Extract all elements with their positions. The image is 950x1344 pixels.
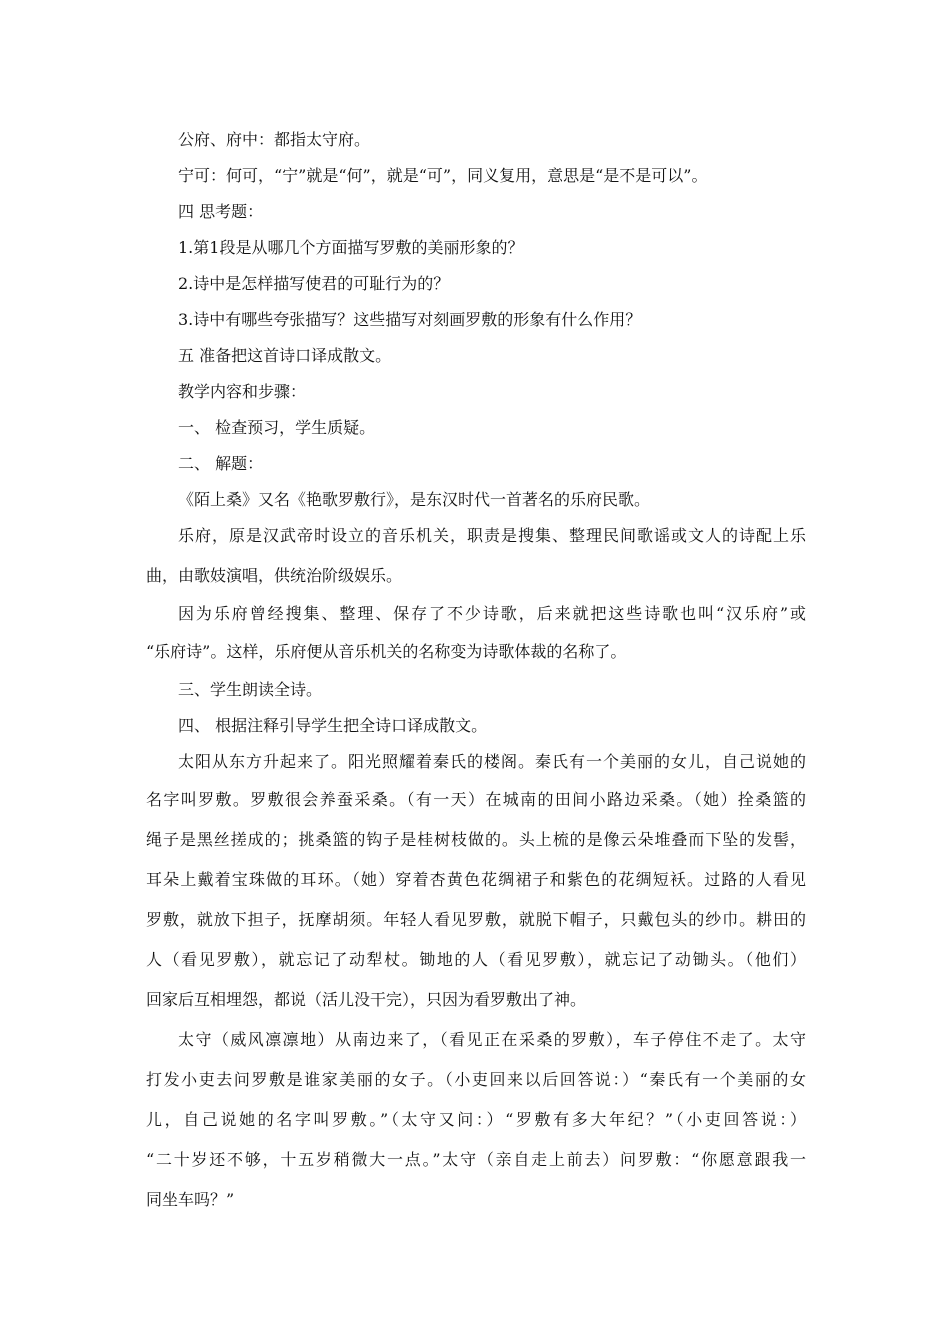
step-heading: 三、学生朗读全诗。 — [178, 680, 323, 699]
text-line: 人（看见罗敷），就忘记了动犁杖。锄地的人（看见罗敷），就忘记了动锄头。（他们） — [146, 950, 806, 969]
section-heading: 五 准备把这首诗口译成散文。 — [178, 346, 392, 365]
text-line: 《陌上桑》又名《艳歌罗敷行》，是东汉时代一首著名的乐府民歌。 — [178, 490, 651, 509]
text-line: 曲，由歌妓演唱，供统治阶级娱乐。 — [146, 566, 403, 585]
question-item: 2.诗中是怎样描写使君的可耻行为的？ — [178, 274, 450, 293]
text-line: 名字叫罗敷。罗敷很会养蚕采桑。（有一天）在城南的田间小路边采桑。（她）拴桑篮的 — [146, 790, 806, 809]
text-line: 同坐车吗？” — [146, 1190, 235, 1209]
text-line: 打发小吏去问罗敷是谁家美丽的女子。（小吏回来以后回答说：）“秦氏有一个美丽的女 — [146, 1070, 806, 1089]
text-line: “二十岁还不够，十五岁稍微大一点。”太守（亲自走上前去）问罗敷：“你愿意跟我一 — [146, 1150, 806, 1169]
step-heading: 一、 检查预习，学生质疑。 — [178, 418, 376, 437]
step-heading: 四、 根据注释引导学生把全诗口译成散文。 — [178, 716, 488, 735]
question-item: 1.第1段是从哪几个方面描写罗敷的美丽形象的？ — [178, 238, 524, 257]
text-line: 太阳从东方升起来了。阳光照耀着秦氏的楼阁。秦氏有一个美丽的女儿，自己说她的 — [178, 752, 806, 771]
section-heading: 四 思考题： — [178, 202, 264, 221]
step-heading: 二、 解题： — [178, 454, 264, 473]
text-line: 儿，自己说她的名字叫罗敷。”（太守又问：）“罗敷有多大年纪？”（小吏回答说：） — [146, 1110, 806, 1129]
question-item: 3.诗中有哪些夸张描写？这些描写对刻画罗敷的形象有什么作用？ — [178, 310, 642, 329]
text-line: 乐府，原是汉武帝时设立的音乐机关，职责是搜集、整理民间歌谣或文人的诗配上乐 — [178, 526, 806, 545]
text-line: 回家后互相埋怨，都说（活儿没干完），只因为看罗敷出了神。 — [146, 990, 587, 1009]
text-line: “乐府诗”。这样，乐府便从音乐机关的名称变为诗歌体裁的名称了。 — [146, 642, 627, 661]
text-line: 耳朵上戴着宝珠做的耳环。（她）穿着杏黄色花绸裙子和紫色的花绸短袄。过路的人看见 — [146, 870, 806, 889]
text-line: 罗敷，就放下担子，抚摩胡须。年轻人看见罗敷，就脱下帽子，只戴包头的纱巾。耕田的 — [146, 910, 806, 929]
text-line: 太守（威风凛凛地）从南边来了，（看见正在采桑的罗敷），车子停住不走了。太守 — [178, 1030, 806, 1049]
text-line: 宁可：何可，“宁”就是“何”，就是“可”，同义复用，意思是“是不是可以”。 — [178, 166, 708, 185]
text-line: 绳子是黑丝搓成的；挑桑篮的钩子是桂树枝做的。头上梳的是像云朵堆叠而下坠的发髻， — [146, 830, 806, 849]
section-heading: 教学内容和步骤： — [178, 382, 307, 401]
text-line: 公府、府中：都指太守府。 — [178, 130, 371, 149]
text-line: 因为乐府曾经搜集、整理、保存了不少诗歌，后来就把这些诗歌也叫“汉乐府”或 — [178, 604, 806, 623]
